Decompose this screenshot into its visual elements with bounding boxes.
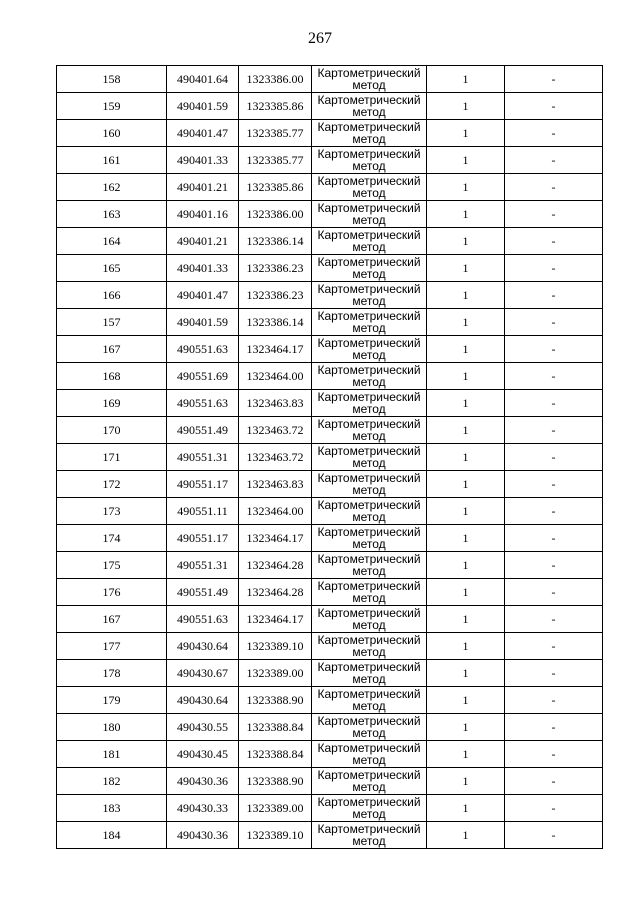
table-row — [57, 120, 603, 147]
method-cell — [312, 444, 427, 471]
note-cell: - — [505, 147, 603, 174]
point-number-cell: 167 — [57, 336, 167, 363]
accuracy-cell: 1 — [427, 660, 505, 687]
method-text: Картометрический метод — [317, 363, 421, 389]
note-cell: - — [505, 768, 603, 795]
method-text: Картометрический метод — [317, 282, 421, 308]
point-number-cell: 161 — [57, 147, 167, 174]
method-text: Картометрический метод — [317, 417, 421, 443]
method-text: Картометрический метод — [317, 390, 421, 416]
note-cell: - — [505, 417, 603, 444]
method-text: Картометрический метод — [317, 498, 421, 524]
x-coordinate-cell: 490401.21 — [167, 174, 239, 201]
point-number-cell: 158 — [57, 66, 167, 93]
y-coordinate-cell: 1323388.90 — [239, 687, 312, 714]
y-coordinate-cell: 1323464.00 — [239, 363, 312, 390]
note-cell: - — [505, 201, 603, 228]
x-coordinate-cell: 490430.67 — [167, 660, 239, 687]
accuracy-cell: 1 — [427, 633, 505, 660]
method-text: Картометрический метод — [317, 201, 421, 227]
note-cell: - — [505, 282, 603, 309]
x-coordinate-cell: 490551.63 — [167, 390, 239, 417]
y-coordinate-cell: 1323386.23 — [239, 282, 312, 309]
table-row — [57, 471, 603, 498]
note-cell: - — [505, 66, 603, 93]
point-number-cell: 176 — [57, 579, 167, 606]
note-cell: - — [505, 120, 603, 147]
point-number-cell: 171 — [57, 444, 167, 471]
page-number: 267 — [308, 30, 332, 47]
method-cell — [312, 714, 427, 741]
method-text: Картометрический метод — [317, 471, 421, 497]
method-cell — [312, 795, 427, 822]
point-number-cell: 163 — [57, 201, 167, 228]
y-coordinate-cell: 1323389.00 — [239, 795, 312, 822]
point-number-cell: 160 — [57, 120, 167, 147]
y-coordinate-cell: 1323464.17 — [239, 525, 312, 552]
table-row — [57, 795, 603, 822]
point-number-cell: 162 — [57, 174, 167, 201]
method-text: Картометрический метод — [317, 255, 421, 281]
method-text: Картометрический метод — [317, 579, 421, 605]
method-cell — [312, 471, 427, 498]
point-number-cell: 167 — [57, 606, 167, 633]
accuracy-cell: 1 — [427, 552, 505, 579]
method-text: Картометрический метод — [317, 552, 421, 578]
point-number-cell: 164 — [57, 228, 167, 255]
x-coordinate-cell: 490401.33 — [167, 255, 239, 282]
x-coordinate-cell: 490551.31 — [167, 444, 239, 471]
note-cell: - — [505, 525, 603, 552]
x-coordinate-cell: 490430.45 — [167, 741, 239, 768]
note-cell: - — [505, 174, 603, 201]
method-cell — [312, 633, 427, 660]
method-text: Картометрический метод — [317, 822, 421, 848]
method-text: Картометрический метод — [317, 147, 421, 173]
accuracy-cell: 1 — [427, 336, 505, 363]
table-row — [57, 822, 603, 849]
y-coordinate-cell: 1323464.28 — [239, 579, 312, 606]
method-text: Картометрический метод — [317, 336, 421, 362]
table-row — [57, 282, 603, 309]
note-cell: - — [505, 471, 603, 498]
note-cell: - — [505, 336, 603, 363]
y-coordinate-cell: 1323386.14 — [239, 228, 312, 255]
note-cell: - — [505, 795, 603, 822]
note-cell: - — [505, 309, 603, 336]
table-row — [57, 660, 603, 687]
accuracy-cell: 1 — [427, 174, 505, 201]
accuracy-cell: 1 — [427, 579, 505, 606]
accuracy-cell: 1 — [427, 309, 505, 336]
method-cell — [312, 660, 427, 687]
x-coordinate-cell: 490551.69 — [167, 363, 239, 390]
y-coordinate-cell: 1323389.00 — [239, 660, 312, 687]
accuracy-cell: 1 — [427, 714, 505, 741]
x-coordinate-cell: 490401.33 — [167, 147, 239, 174]
x-coordinate-cell: 490430.64 — [167, 687, 239, 714]
y-coordinate-cell: 1323388.90 — [239, 768, 312, 795]
y-coordinate-cell: 1323385.86 — [239, 93, 312, 120]
method-text: Картометрический метод — [317, 93, 421, 119]
accuracy-cell: 1 — [427, 147, 505, 174]
method-cell — [312, 120, 427, 147]
y-coordinate-cell: 1323385.77 — [239, 147, 312, 174]
y-coordinate-cell: 1323464.28 — [239, 552, 312, 579]
table-row — [57, 309, 603, 336]
accuracy-cell: 1 — [427, 282, 505, 309]
y-coordinate-cell: 1323464.17 — [239, 606, 312, 633]
table-row — [57, 633, 603, 660]
x-coordinate-cell: 490430.33 — [167, 795, 239, 822]
coordinates-table-body — [57, 66, 603, 849]
table-row — [57, 768, 603, 795]
y-coordinate-cell: 1323389.10 — [239, 633, 312, 660]
note-cell: - — [505, 255, 603, 282]
point-number-cell: 172 — [57, 471, 167, 498]
method-text: Картометрический метод — [317, 309, 421, 335]
point-number-cell: 175 — [57, 552, 167, 579]
x-coordinate-cell: 490401.47 — [167, 120, 239, 147]
method-text: Картометрический метод — [317, 768, 421, 794]
table-row — [57, 174, 603, 201]
x-coordinate-cell: 490551.63 — [167, 336, 239, 363]
method-cell — [312, 363, 427, 390]
point-number-cell: 183 — [57, 795, 167, 822]
table-row — [57, 741, 603, 768]
method-cell — [312, 93, 427, 120]
note-cell: - — [505, 363, 603, 390]
method-text: Картометрический метод — [317, 660, 421, 686]
x-coordinate-cell: 490401.64 — [167, 66, 239, 93]
method-cell — [312, 741, 427, 768]
accuracy-cell: 1 — [427, 66, 505, 93]
method-text: Картометрический метод — [317, 606, 421, 632]
x-coordinate-cell: 490430.36 — [167, 822, 239, 849]
note-cell: - — [505, 444, 603, 471]
note-cell: - — [505, 660, 603, 687]
point-number-cell: 181 — [57, 741, 167, 768]
method-cell — [312, 579, 427, 606]
note-cell: - — [505, 606, 603, 633]
x-coordinate-cell: 490551.31 — [167, 552, 239, 579]
accuracy-cell: 1 — [427, 471, 505, 498]
method-text: Картометрический метод — [317, 444, 421, 470]
table-row — [57, 606, 603, 633]
table-row — [57, 228, 603, 255]
accuracy-cell: 1 — [427, 822, 505, 849]
y-coordinate-cell: 1323463.72 — [239, 444, 312, 471]
method-cell — [312, 552, 427, 579]
x-coordinate-cell: 490551.17 — [167, 525, 239, 552]
method-cell — [312, 606, 427, 633]
x-coordinate-cell: 490430.36 — [167, 768, 239, 795]
note-cell: - — [505, 552, 603, 579]
table-row — [57, 417, 603, 444]
table-row — [57, 66, 603, 93]
method-cell — [312, 417, 427, 444]
note-cell: - — [505, 714, 603, 741]
method-cell — [312, 336, 427, 363]
x-coordinate-cell: 490551.49 — [167, 417, 239, 444]
note-cell: - — [505, 741, 603, 768]
accuracy-cell: 1 — [427, 741, 505, 768]
method-text: Картометрический метод — [317, 687, 421, 713]
accuracy-cell: 1 — [427, 255, 505, 282]
method-text: Картометрический метод — [317, 120, 421, 146]
x-coordinate-cell: 490401.59 — [167, 93, 239, 120]
table-row — [57, 147, 603, 174]
accuracy-cell: 1 — [427, 795, 505, 822]
method-cell — [312, 498, 427, 525]
x-coordinate-cell: 490401.21 — [167, 228, 239, 255]
method-text: Картометрический метод — [317, 795, 421, 821]
accuracy-cell: 1 — [427, 444, 505, 471]
x-coordinate-cell: 490401.59 — [167, 309, 239, 336]
point-number-cell: 157 — [57, 309, 167, 336]
table-row — [57, 390, 603, 417]
y-coordinate-cell: 1323463.83 — [239, 390, 312, 417]
method-text: Картометрический метод — [317, 741, 421, 767]
note-cell: - — [505, 390, 603, 417]
accuracy-cell: 1 — [427, 390, 505, 417]
y-coordinate-cell: 1323464.17 — [239, 336, 312, 363]
method-text: Картометрический метод — [317, 228, 421, 254]
note-cell: - — [505, 822, 603, 849]
table-row — [57, 552, 603, 579]
y-coordinate-cell: 1323385.77 — [239, 120, 312, 147]
point-number-cell: 174 — [57, 525, 167, 552]
y-coordinate-cell: 1323386.14 — [239, 309, 312, 336]
point-number-cell: 177 — [57, 633, 167, 660]
method-cell — [312, 390, 427, 417]
point-number-cell: 168 — [57, 363, 167, 390]
method-cell — [312, 174, 427, 201]
x-coordinate-cell: 490401.47 — [167, 282, 239, 309]
method-cell — [312, 822, 427, 849]
table-row — [57, 498, 603, 525]
method-text: Картометрический метод — [317, 174, 421, 200]
table-row — [57, 579, 603, 606]
table-row — [57, 363, 603, 390]
y-coordinate-cell: 1323386.00 — [239, 66, 312, 93]
method-cell — [312, 228, 427, 255]
accuracy-cell: 1 — [427, 498, 505, 525]
point-number-cell: 180 — [57, 714, 167, 741]
method-text: Картометрический метод — [317, 66, 421, 92]
table-row — [57, 714, 603, 741]
y-coordinate-cell: 1323386.23 — [239, 255, 312, 282]
x-coordinate-cell: 490551.63 — [167, 606, 239, 633]
accuracy-cell: 1 — [427, 687, 505, 714]
method-text: Картометрический метод — [317, 525, 421, 551]
point-number-cell: 165 — [57, 255, 167, 282]
y-coordinate-cell: 1323463.72 — [239, 417, 312, 444]
table-row — [57, 255, 603, 282]
method-cell — [312, 768, 427, 795]
note-cell: - — [505, 93, 603, 120]
accuracy-cell: 1 — [427, 606, 505, 633]
accuracy-cell: 1 — [427, 768, 505, 795]
x-coordinate-cell: 490551.11 — [167, 498, 239, 525]
x-coordinate-cell: 490551.49 — [167, 579, 239, 606]
table-row — [57, 687, 603, 714]
method-text: Картометрический метод — [317, 633, 421, 659]
method-cell — [312, 255, 427, 282]
x-coordinate-cell: 490430.55 — [167, 714, 239, 741]
point-number-cell: 166 — [57, 282, 167, 309]
note-cell: - — [505, 228, 603, 255]
point-number-cell: 178 — [57, 660, 167, 687]
point-number-cell: 170 — [57, 417, 167, 444]
note-cell: - — [505, 633, 603, 660]
accuracy-cell: 1 — [427, 525, 505, 552]
method-cell — [312, 282, 427, 309]
method-text: Картометрический метод — [317, 714, 421, 740]
point-number-cell: 184 — [57, 822, 167, 849]
point-number-cell: 179 — [57, 687, 167, 714]
y-coordinate-cell: 1323464.00 — [239, 498, 312, 525]
y-coordinate-cell: 1323388.84 — [239, 714, 312, 741]
accuracy-cell: 1 — [427, 417, 505, 444]
note-cell: - — [505, 498, 603, 525]
x-coordinate-cell: 490401.16 — [167, 201, 239, 228]
table-row — [57, 201, 603, 228]
accuracy-cell: 1 — [427, 201, 505, 228]
accuracy-cell: 1 — [427, 363, 505, 390]
table-row — [57, 93, 603, 120]
y-coordinate-cell: 1323388.84 — [239, 741, 312, 768]
x-coordinate-cell: 490551.17 — [167, 471, 239, 498]
method-cell — [312, 525, 427, 552]
note-cell: - — [505, 579, 603, 606]
accuracy-cell: 1 — [427, 120, 505, 147]
y-coordinate-cell: 1323386.00 — [239, 201, 312, 228]
table-row — [57, 336, 603, 363]
accuracy-cell: 1 — [427, 93, 505, 120]
method-cell — [312, 147, 427, 174]
point-number-cell: 173 — [57, 498, 167, 525]
y-coordinate-cell: 1323385.86 — [239, 174, 312, 201]
note-cell: - — [505, 687, 603, 714]
coordinates-table — [56, 65, 603, 849]
method-cell — [312, 687, 427, 714]
y-coordinate-cell: 1323389.10 — [239, 822, 312, 849]
method-cell — [312, 309, 427, 336]
method-cell — [312, 66, 427, 93]
y-coordinate-cell: 1323463.83 — [239, 471, 312, 498]
point-number-cell: 159 — [57, 93, 167, 120]
method-cell — [312, 201, 427, 228]
table-row — [57, 444, 603, 471]
point-number-cell: 169 — [57, 390, 167, 417]
table-row — [57, 525, 603, 552]
point-number-cell: 182 — [57, 768, 167, 795]
x-coordinate-cell: 490430.64 — [167, 633, 239, 660]
accuracy-cell: 1 — [427, 228, 505, 255]
